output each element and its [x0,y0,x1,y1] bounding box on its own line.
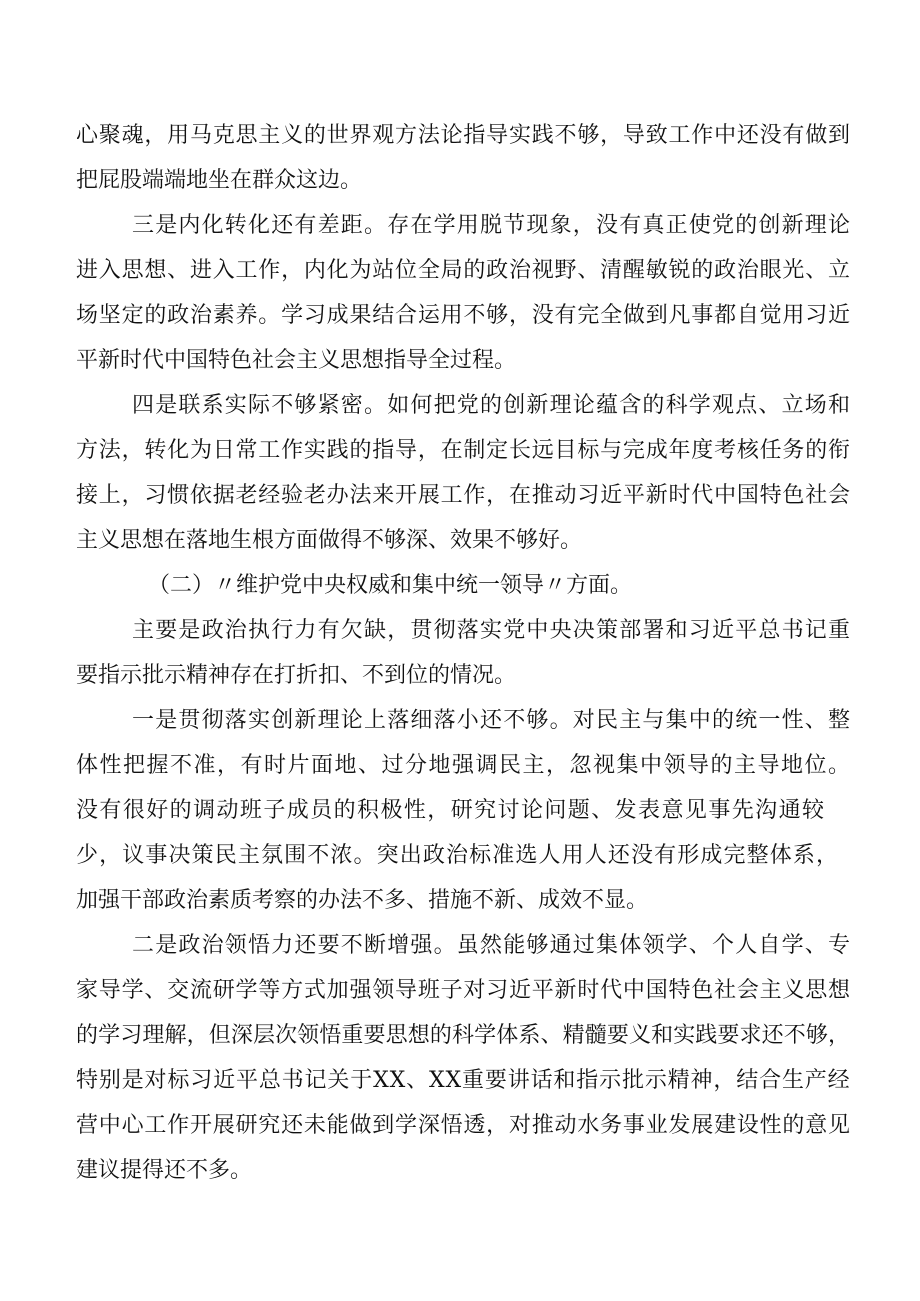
text-line: 体性把握不准，有时片面地、过分地强调民主，忽视集中领导的主导地位。 [76,753,852,778]
text-line: 场坚定的政治素养。学习成果结合运用不够，没有完全做到凡事都自觉用习近 [76,303,851,328]
text-line: 主要是政治执行力有欠缺，贯彻落实党中央决策部署和习近平总书记重 [132,618,852,643]
text-line: 主义思想在落地生根方面做得不够深、效果不够好。 [76,528,583,553]
text-line: 的学习理解，但深层次领悟重要思想的科学体系、精髓要义和实践要求还不够， [76,1023,851,1048]
text-line: 要指示批示精神存在打折扣、不到位的情况。 [76,663,517,688]
text-line: 接上，习惯依据老经验老办法来开展工作，在推动习近平新时代中国特色社会 [76,483,851,508]
section-heading: （二）〃维护党中央权威和集中统一领导〃方面。 [148,573,633,598]
text-line: 四是联系实际不够紧密。如何把党的创新理论蕴含的科学观点、立场和 [132,393,852,418]
text-line: 特别是对标习近平总书记关于XX、XX重要讲话和指示批示精神，结合生产经 [76,1068,851,1093]
text-line: 平新时代中国特色社会主义思想指导全过程。 [76,348,517,373]
text-line: 营中心工作开展研究还未能做到学深悟透，对推动水务事业发展建设性的意见 [76,1113,851,1138]
text-line: 没有很好的调动班子成员的积极性，研究讨论问题、发表意见事先沟通较 [76,798,826,823]
text-line: 加强干部政治素质考察的办法不多、措施不新、成效不显。 [76,888,649,913]
text-line: 建议提得还不多。 [76,1158,253,1183]
text-line: 家导学、交流研学等方式加强领导班子对习近平新时代中国特色社会主义思想 [76,978,851,1003]
text-line: 二是政治领悟力还要不断增强。虽然能够通过集体领学、个人自学、专 [132,933,852,958]
text-line: 方法，转化为日常工作实践的指导，在制定长远目标与完成年度考核任务的衔 [76,438,851,463]
text-line: 一是贯彻落实创新理论上落细落小还不够。对民主与集中的统一性、整 [132,708,852,733]
text-line: 三是内化转化还有差距。存在学用脱节现象，没有真正使党的创新理论 [132,213,852,238]
text-line: 心聚魂，用马克思主义的世界观方法论指导实践不够，导致工作中还没有做到 [76,123,851,148]
text-line: 进入思想、进入工作，内化为站位全局的政治视野、清醒敏锐的政治眼光、立 [76,258,851,283]
text-line: 把屁股端端地坐在群众这边。 [76,168,363,193]
text-line: 少，议事决策民主氛围不浓。突出政治标准选人用人还没有形成完整体系， [76,843,840,868]
